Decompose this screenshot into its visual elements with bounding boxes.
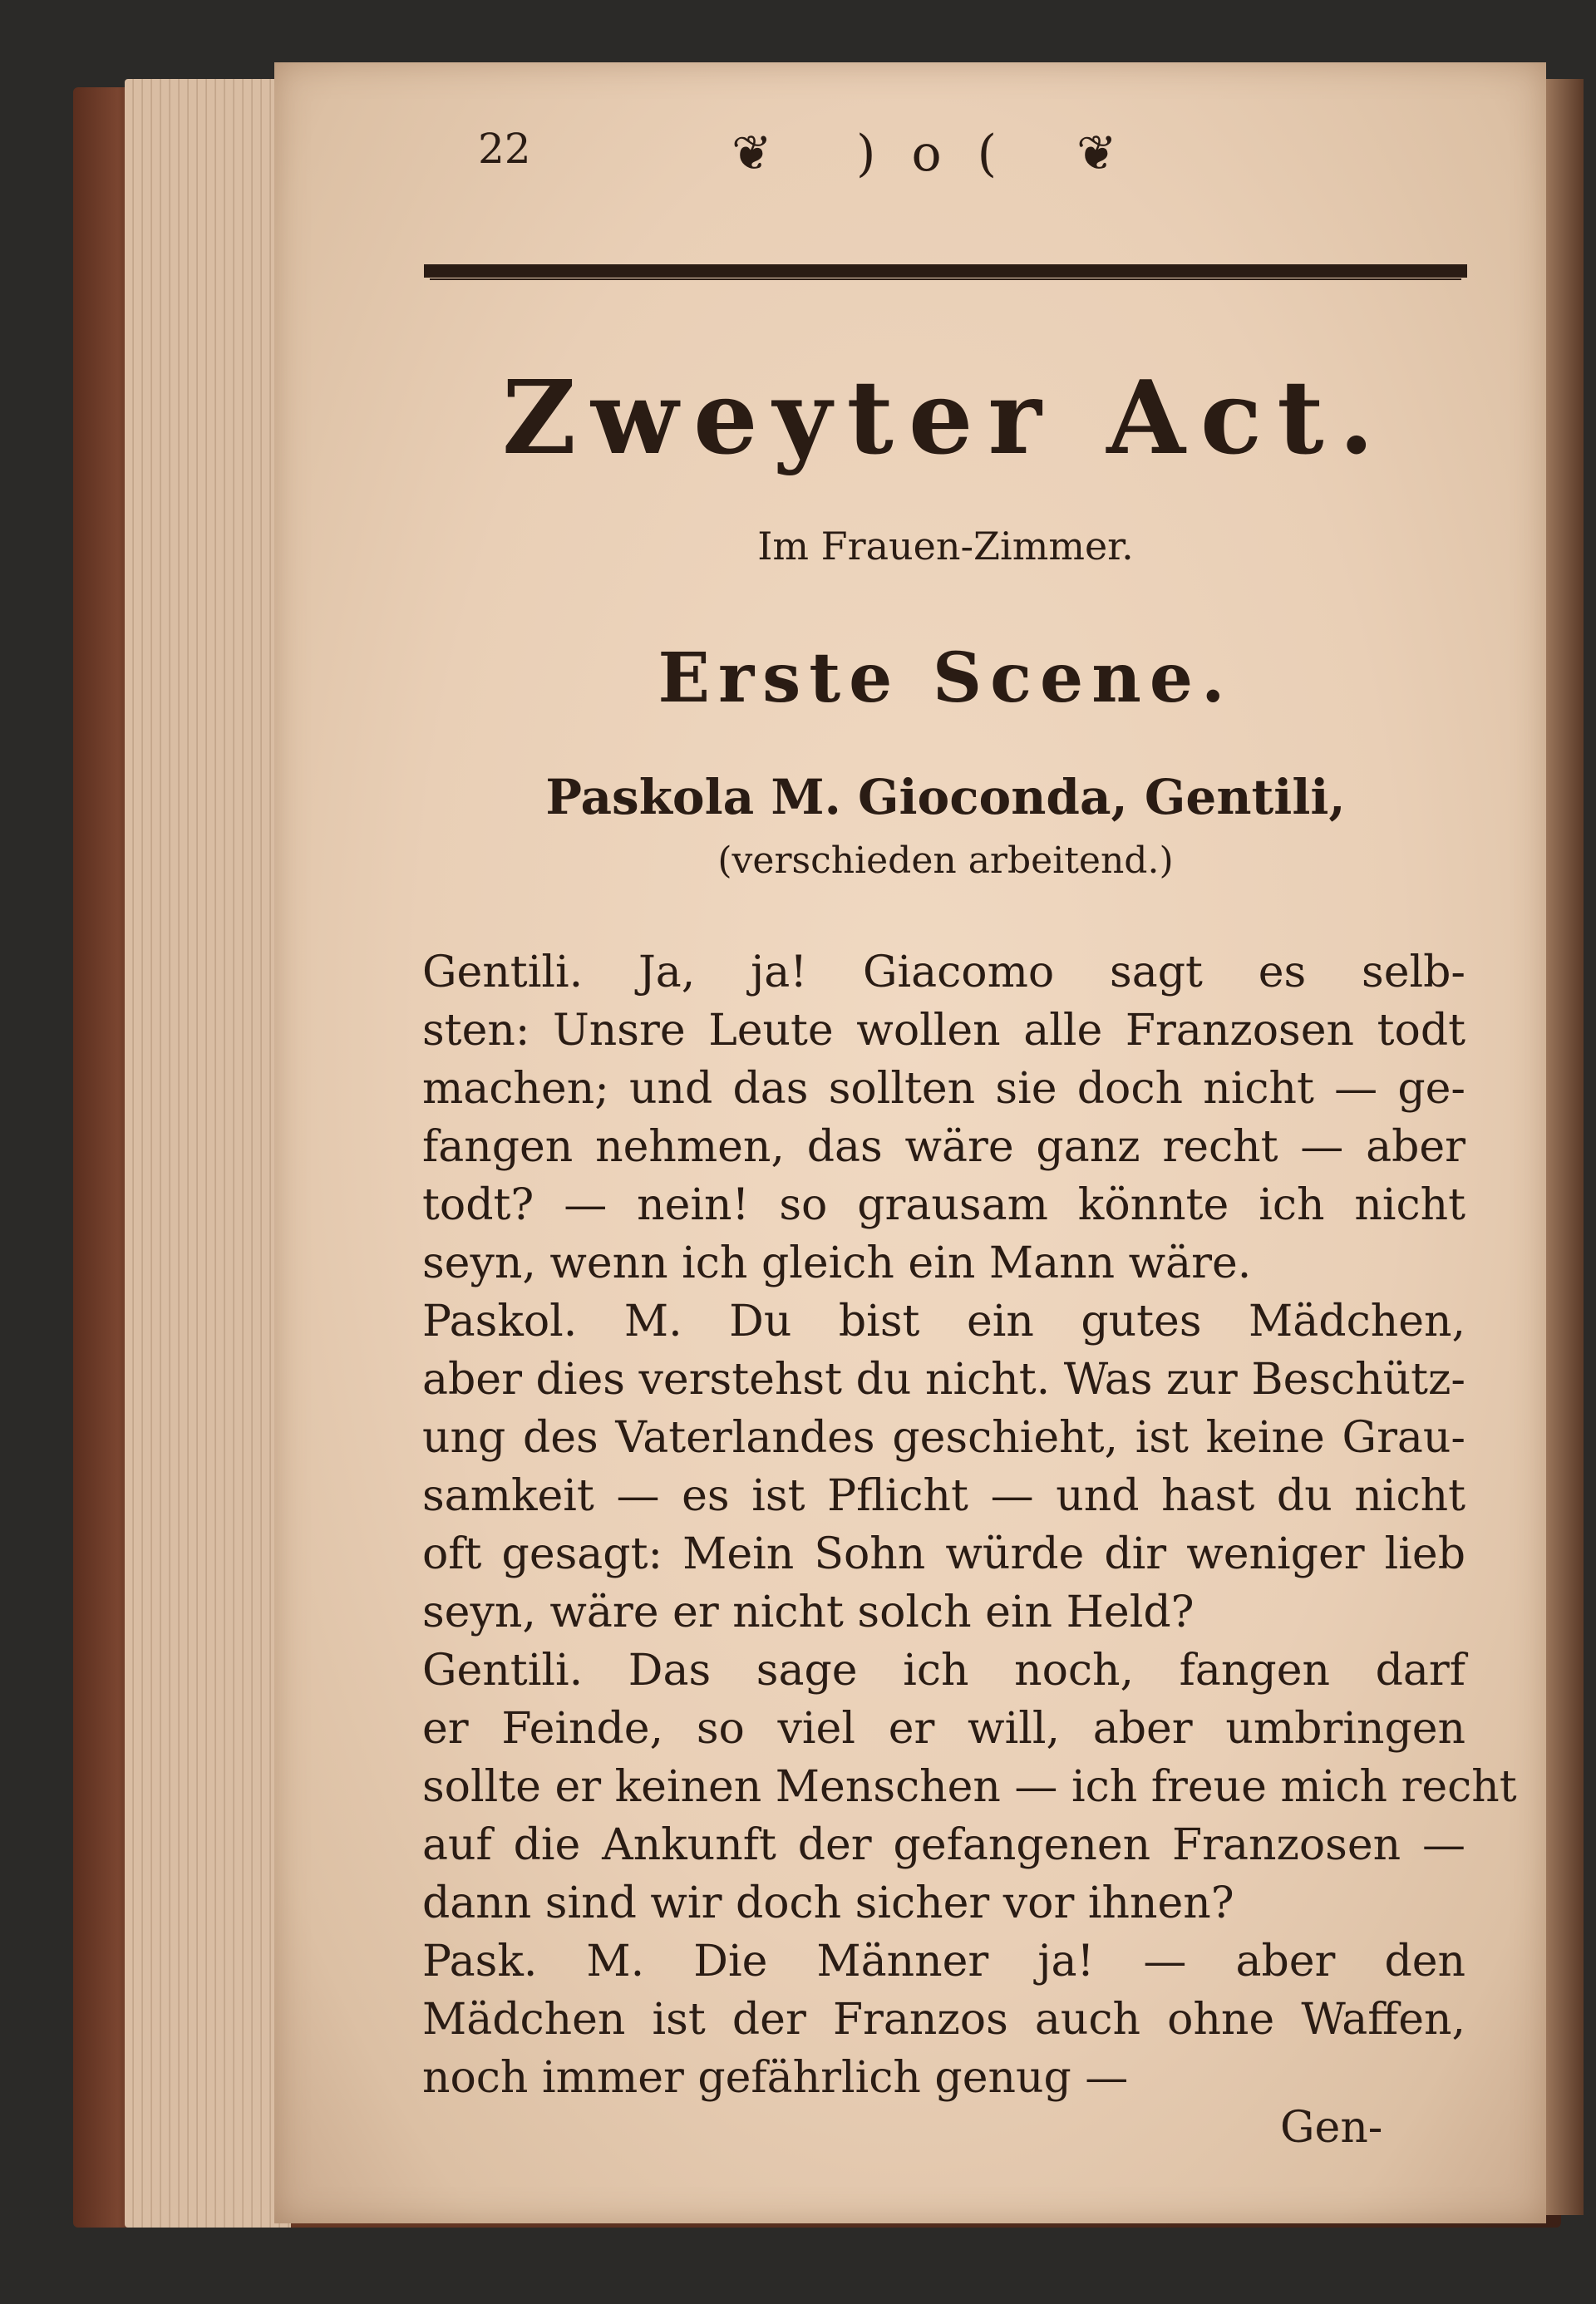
text-line: samkeit — es ist Pflicht — und hast du nicht [422, 1471, 1465, 1521]
text-line: Gentili. Ja, ja! Giacomo sagt es selb- [422, 948, 1465, 997]
catchword: Gen- [1280, 2103, 1383, 2153]
text-line: Pask. M. Die Männer ja! — aber den [422, 1937, 1465, 1986]
text-line: Mädchen ist der Franzos auch ohne Waffen, [422, 1995, 1465, 2045]
text-line: er Feinde, so viel er will, aber umbringen [422, 1704, 1465, 1754]
text-line: dann sind wir doch sicher vor ihnen? [422, 1878, 1234, 1928]
fleuron-icon: ❦ [732, 125, 772, 181]
text-line: ung des Vaterlandes geschieht, ist keine Grau- [422, 1413, 1465, 1463]
text-line: sten: Unsre Leute wollen alle Franzosen todt [422, 1006, 1465, 1056]
page-number: 22 [478, 125, 531, 173]
stage-direction: (verschieden arbeitend.) [717, 839, 1174, 882]
text-line: machen; und das sollten sie doch nicht — ge- [422, 1064, 1465, 1114]
text-line: fangen nehmen, das wäre ganz recht — aber [422, 1122, 1465, 1172]
location-heading: Im Frauen-Zimmer. [757, 524, 1134, 569]
text-line: noch immer gefährlich genug — [422, 2053, 1129, 2103]
text-line: aber dies verstehst du nicht. Was zur Beschütz- [422, 1355, 1465, 1405]
fleuron-icon: ❦ [1076, 125, 1117, 181]
text-line: oft gesagt: Mein Sohn würde dir weniger lieb [422, 1529, 1465, 1579]
text-line: todt? — nein! so grausam könnte ich nicht [422, 1180, 1465, 1230]
scene-title: Erste Scene. [658, 638, 1234, 718]
text-line: auf die Ankunft der gefangenen Franzosen — [422, 1820, 1465, 1870]
text-line: Gentili. Das sage ich noch, fangen darf [422, 1646, 1465, 1696]
character-list: Paskola M. Gioconda, Gentili, [545, 769, 1346, 825]
header-ornament: ) o ( [856, 125, 1007, 183]
text-line: Paskol. M. Du bist ein gutes Mädchen, [422, 1297, 1465, 1346]
text-line: seyn, wäre er nicht solch ein Held? [422, 1588, 1195, 1637]
text-line: sollte er keinen Menschen — ich freue mich recht [422, 1762, 1517, 1812]
header-rule [424, 264, 1467, 278]
page-edges [125, 79, 291, 2228]
act-title: Zweyter Act. [501, 357, 1390, 477]
text-line: seyn, wenn ich gleich ein Mann wäre. [422, 1238, 1252, 1288]
